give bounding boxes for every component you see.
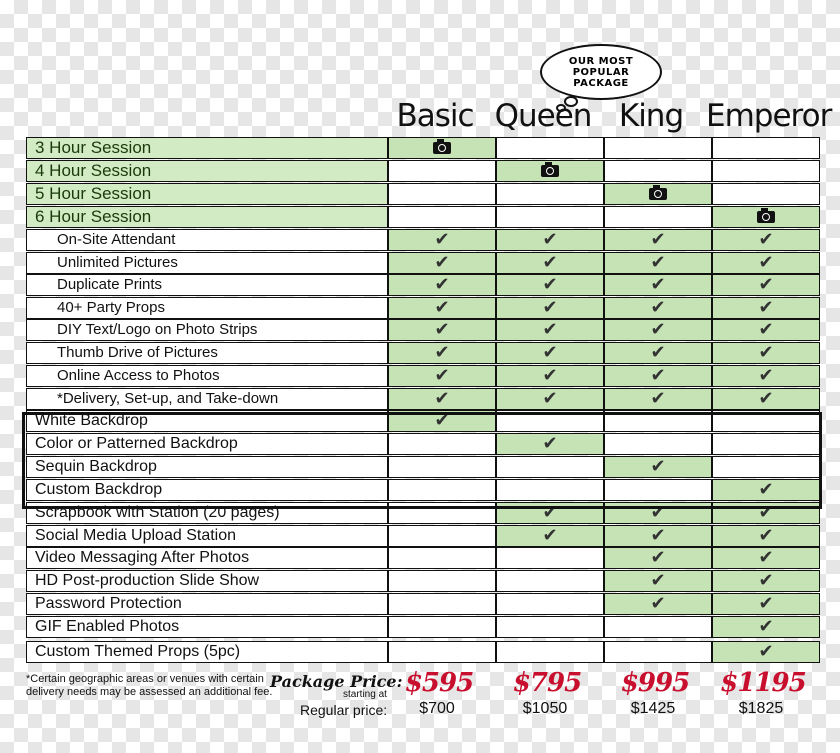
checkmark-icon: ✔: [758, 342, 774, 363]
checkmark-icon: ✔: [542, 297, 558, 318]
column-header-basic: Basic: [396, 98, 474, 134]
row-label: 3 Hour Session: [26, 137, 388, 159]
feature-cell-emperor: [712, 479, 820, 501]
table-row: [26, 297, 816, 319]
feature-cell-queen: [496, 641, 604, 663]
feature-cell-queen: [496, 365, 604, 387]
checkmark-icon: ✔: [542, 525, 558, 546]
feature-cell-basic: [388, 365, 496, 387]
table-row: [26, 502, 816, 524]
row-label: 40+ Party Props: [26, 297, 388, 319]
regular-price-basic: $700: [419, 700, 455, 717]
checkmark-icon: ✔: [542, 342, 558, 363]
feature-cell-emperor: [712, 410, 820, 432]
feature-cell-basic: [388, 319, 496, 341]
feature-cell-emperor: [712, 570, 820, 592]
feature-cell-emperor: [712, 319, 820, 341]
checkmark-icon: ✔: [434, 319, 450, 340]
checkmark-icon: ✔: [650, 547, 666, 568]
table-row: [26, 641, 816, 663]
checkmark-icon: ✔: [758, 502, 774, 523]
checkmark-icon: ✔: [434, 229, 450, 250]
feature-cell-basic: [388, 137, 496, 159]
feature-cell-queen: [496, 342, 604, 364]
feature-cell-emperor: [712, 137, 820, 159]
feature-cell-basic: [388, 641, 496, 663]
table-row: [26, 183, 816, 205]
table-row: [26, 525, 816, 547]
table-row: [26, 433, 816, 455]
feature-cell-king: [604, 252, 712, 274]
feature-cell-basic: [388, 410, 496, 432]
feature-cell-queen: [496, 274, 604, 296]
checkmark-icon: ✔: [758, 319, 774, 340]
checkmark-icon: ✔: [542, 274, 558, 295]
feature-cell-queen: [496, 616, 604, 638]
feature-cell-emperor: [712, 229, 820, 251]
checkmark-icon: ✔: [542, 252, 558, 273]
checkmark-icon: ✔: [758, 570, 774, 591]
checkmark-icon: ✔: [650, 456, 666, 477]
feature-cell-basic: [388, 456, 496, 478]
feature-cell-basic: [388, 593, 496, 615]
feature-cell-king: [604, 206, 712, 228]
checkmark-icon: ✔: [650, 229, 666, 250]
feature-cell-queen: [496, 206, 604, 228]
feature-cell-king: [604, 433, 712, 455]
row-label: On-Site Attendant: [26, 229, 388, 251]
starting-at-label: starting at: [343, 689, 387, 700]
row-label: Unlimited Pictures: [26, 252, 388, 274]
feature-cell-basic: [388, 502, 496, 524]
checkmark-icon: ✔: [434, 274, 450, 295]
feature-cell-emperor: [712, 160, 820, 182]
checkmark-icon: ✔: [758, 547, 774, 568]
checkmark-icon: ✔: [542, 229, 558, 250]
regular-price-king: $1425: [630, 700, 676, 717]
checkmark-icon: ✔: [650, 525, 666, 546]
row-label: Thumb Drive of Pictures: [26, 342, 388, 364]
table-row: [26, 252, 816, 274]
checkmark-icon: ✔: [650, 297, 666, 318]
feature-cell-queen: [496, 570, 604, 592]
feature-cell-emperor: [712, 388, 820, 410]
row-label: 6 Hour Session: [26, 206, 388, 228]
row-label: Duplicate Prints: [26, 274, 388, 296]
package-price-label: Package Price:: [270, 672, 403, 691]
feature-cell-basic: [388, 616, 496, 638]
feature-cell-king: [604, 342, 712, 364]
table-row: [26, 229, 816, 251]
checkmark-icon: ✔: [650, 252, 666, 273]
checkmark-icon: ✔: [542, 319, 558, 340]
regular-price-label: Regular price:: [300, 702, 388, 718]
table-row: [26, 319, 816, 341]
checkmark-icon: ✔: [758, 229, 774, 250]
checkmark-icon: ✔: [542, 502, 558, 523]
feature-cell-king: [604, 547, 712, 569]
table-row: [26, 365, 816, 387]
row-label: Custom Backdrop: [26, 479, 388, 501]
table-row: [26, 547, 816, 569]
table-row: [26, 160, 816, 182]
camera-icon: [433, 142, 451, 154]
feature-cell-basic: [388, 252, 496, 274]
row-label: Video Messaging After Photos: [26, 547, 388, 569]
row-label: Online Access to Photos: [26, 365, 388, 387]
checkmark-icon: ✔: [758, 616, 774, 637]
footnote: *Certain geographic areas or venues with certain delivery needs may be assessed an additional fee.: [26, 673, 273, 698]
feature-cell-basic: [388, 547, 496, 569]
checkmark-icon: ✔: [434, 297, 450, 318]
checkmark-icon: ✔: [434, 342, 450, 363]
table-row: [26, 479, 816, 501]
feature-cell-emperor: [712, 252, 820, 274]
feature-cell-queen: [496, 593, 604, 615]
column-header-queen: Queen: [494, 98, 592, 134]
regular-price-emperor: $1825: [738, 700, 784, 717]
table-row: [26, 274, 816, 296]
feature-cell-basic: [388, 388, 496, 410]
camera-icon: [541, 165, 559, 177]
checkmark-icon: ✔: [758, 593, 774, 614]
checkmark-icon: ✔: [542, 388, 558, 409]
checkmark-icon: ✔: [542, 433, 558, 454]
feature-cell-king: [604, 593, 712, 615]
feature-cell-queen: [496, 137, 604, 159]
feature-cell-basic: [388, 160, 496, 182]
feature-cell-king: [604, 365, 712, 387]
feature-cell-queen: [496, 479, 604, 501]
row-label: DIY Text/Logo on Photo Strips: [26, 319, 388, 341]
feature-cell-king: [604, 388, 712, 410]
table-row: [26, 456, 816, 478]
feature-cell-emperor: [712, 547, 820, 569]
feature-cell-emperor: [712, 365, 820, 387]
feature-cell-queen: [496, 456, 604, 478]
feature-cell-basic: [388, 479, 496, 501]
package-price-emperor: $1195: [720, 668, 806, 698]
row-label: Social Media Upload Station: [26, 525, 388, 547]
row-label: 4 Hour Session: [26, 160, 388, 182]
feature-cell-king: [604, 641, 712, 663]
table-row: [26, 570, 816, 592]
package-price-basic: $595: [404, 668, 474, 698]
checkmark-icon: ✔: [434, 252, 450, 273]
table-row: [26, 137, 816, 159]
table-row: [26, 616, 816, 638]
feature-cell-queen: [496, 252, 604, 274]
feature-cell-emperor: [712, 525, 820, 547]
feature-cell-basic: [388, 274, 496, 296]
feature-cell-queen: [496, 502, 604, 524]
checkmark-icon: ✔: [434, 388, 450, 409]
table-row: [26, 593, 816, 615]
checkmark-icon: ✔: [650, 342, 666, 363]
feature-cell-king: [604, 183, 712, 205]
feature-cell-emperor: [712, 206, 820, 228]
feature-cell-emperor: [712, 183, 820, 205]
feature-cell-king: [604, 229, 712, 251]
feature-cell-queen: [496, 433, 604, 455]
checkmark-icon: ✔: [542, 365, 558, 386]
feature-cell-basic: [388, 342, 496, 364]
feature-cell-queen: [496, 160, 604, 182]
feature-cell-emperor: [712, 641, 820, 663]
feature-cell-king: [604, 297, 712, 319]
feature-cell-queen: [496, 319, 604, 341]
feature-cell-emperor: [712, 342, 820, 364]
column-header-king: King: [618, 98, 684, 134]
checkmark-icon: ✔: [758, 479, 774, 500]
feature-cell-basic: [388, 206, 496, 228]
feature-cell-queen: [496, 183, 604, 205]
row-label: GIF Enabled Photos: [26, 616, 388, 638]
feature-cell-queen: [496, 410, 604, 432]
table-row: [26, 388, 816, 410]
feature-cell-basic: [388, 183, 496, 205]
regular-price-queen: $1050: [522, 700, 568, 717]
row-label: *Delivery, Set-up, and Take-down: [26, 388, 388, 410]
checkmark-icon: ✔: [650, 274, 666, 295]
feature-cell-king: [604, 410, 712, 432]
feature-cell-king: [604, 319, 712, 341]
checkmark-icon: ✔: [650, 365, 666, 386]
checkmark-icon: ✔: [758, 274, 774, 295]
checkmark-icon: ✔: [758, 252, 774, 273]
table-row: [26, 410, 816, 432]
feature-cell-emperor: [712, 502, 820, 524]
feature-cell-queen: [496, 525, 604, 547]
feature-cell-emperor: [712, 616, 820, 638]
feature-cell-queen: [496, 388, 604, 410]
feature-cell-king: [604, 525, 712, 547]
feature-cell-emperor: [712, 297, 820, 319]
feature-cell-queen: [496, 229, 604, 251]
feature-cell-king: [604, 137, 712, 159]
checkmark-icon: ✔: [650, 570, 666, 591]
feature-cell-king: [604, 456, 712, 478]
feature-cell-basic: [388, 229, 496, 251]
checkmark-icon: ✔: [758, 297, 774, 318]
checkmark-icon: ✔: [434, 365, 450, 386]
row-label: Sequin Backdrop: [26, 456, 388, 478]
bubble-text: OUR MOST POPULAR PACKAGE: [568, 55, 634, 89]
package-price-king: $995: [620, 668, 690, 698]
feature-cell-queen: [496, 297, 604, 319]
checkmark-icon: ✔: [758, 525, 774, 546]
feature-cell-queen: [496, 547, 604, 569]
checkmark-icon: ✔: [434, 410, 450, 431]
row-label: Color or Patterned Backdrop: [26, 433, 388, 455]
row-label: White Backdrop: [26, 410, 388, 432]
feature-cell-king: [604, 274, 712, 296]
table-row: [26, 206, 816, 228]
row-label: Password Protection: [26, 593, 388, 615]
row-label: Custom Themed Props (5pc): [26, 641, 388, 663]
checkmark-icon: ✔: [758, 365, 774, 386]
feature-cell-emperor: [712, 456, 820, 478]
feature-cell-king: [604, 502, 712, 524]
checkmark-icon: ✔: [650, 388, 666, 409]
feature-cell-emperor: [712, 433, 820, 455]
row-label: 5 Hour Session: [26, 183, 388, 205]
row-label: HD Post-production Slide Show: [26, 570, 388, 592]
checkmark-icon: ✔: [758, 641, 774, 662]
most-popular-bubble: [540, 44, 662, 100]
feature-cell-basic: [388, 570, 496, 592]
column-header-emperor: Emperor: [706, 98, 832, 134]
feature-cell-basic: [388, 433, 496, 455]
checkmark-icon: ✔: [758, 388, 774, 409]
feature-cell-basic: [388, 297, 496, 319]
checkmark-icon: ✔: [650, 319, 666, 340]
feature-cell-king: [604, 616, 712, 638]
checkmark-icon: ✔: [650, 502, 666, 523]
table-row: [26, 342, 816, 364]
package-price-queen: $795: [512, 668, 582, 698]
row-label: Scrapbook with Station (20 pages): [26, 502, 388, 524]
feature-cell-emperor: [712, 593, 820, 615]
feature-cell-king: [604, 570, 712, 592]
camera-icon: [649, 188, 667, 200]
checkmark-icon: ✔: [650, 593, 666, 614]
camera-icon: [757, 211, 775, 223]
feature-cell-king: [604, 160, 712, 182]
feature-cell-basic: [388, 525, 496, 547]
feature-cell-emperor: [712, 274, 820, 296]
feature-cell-king: [604, 479, 712, 501]
